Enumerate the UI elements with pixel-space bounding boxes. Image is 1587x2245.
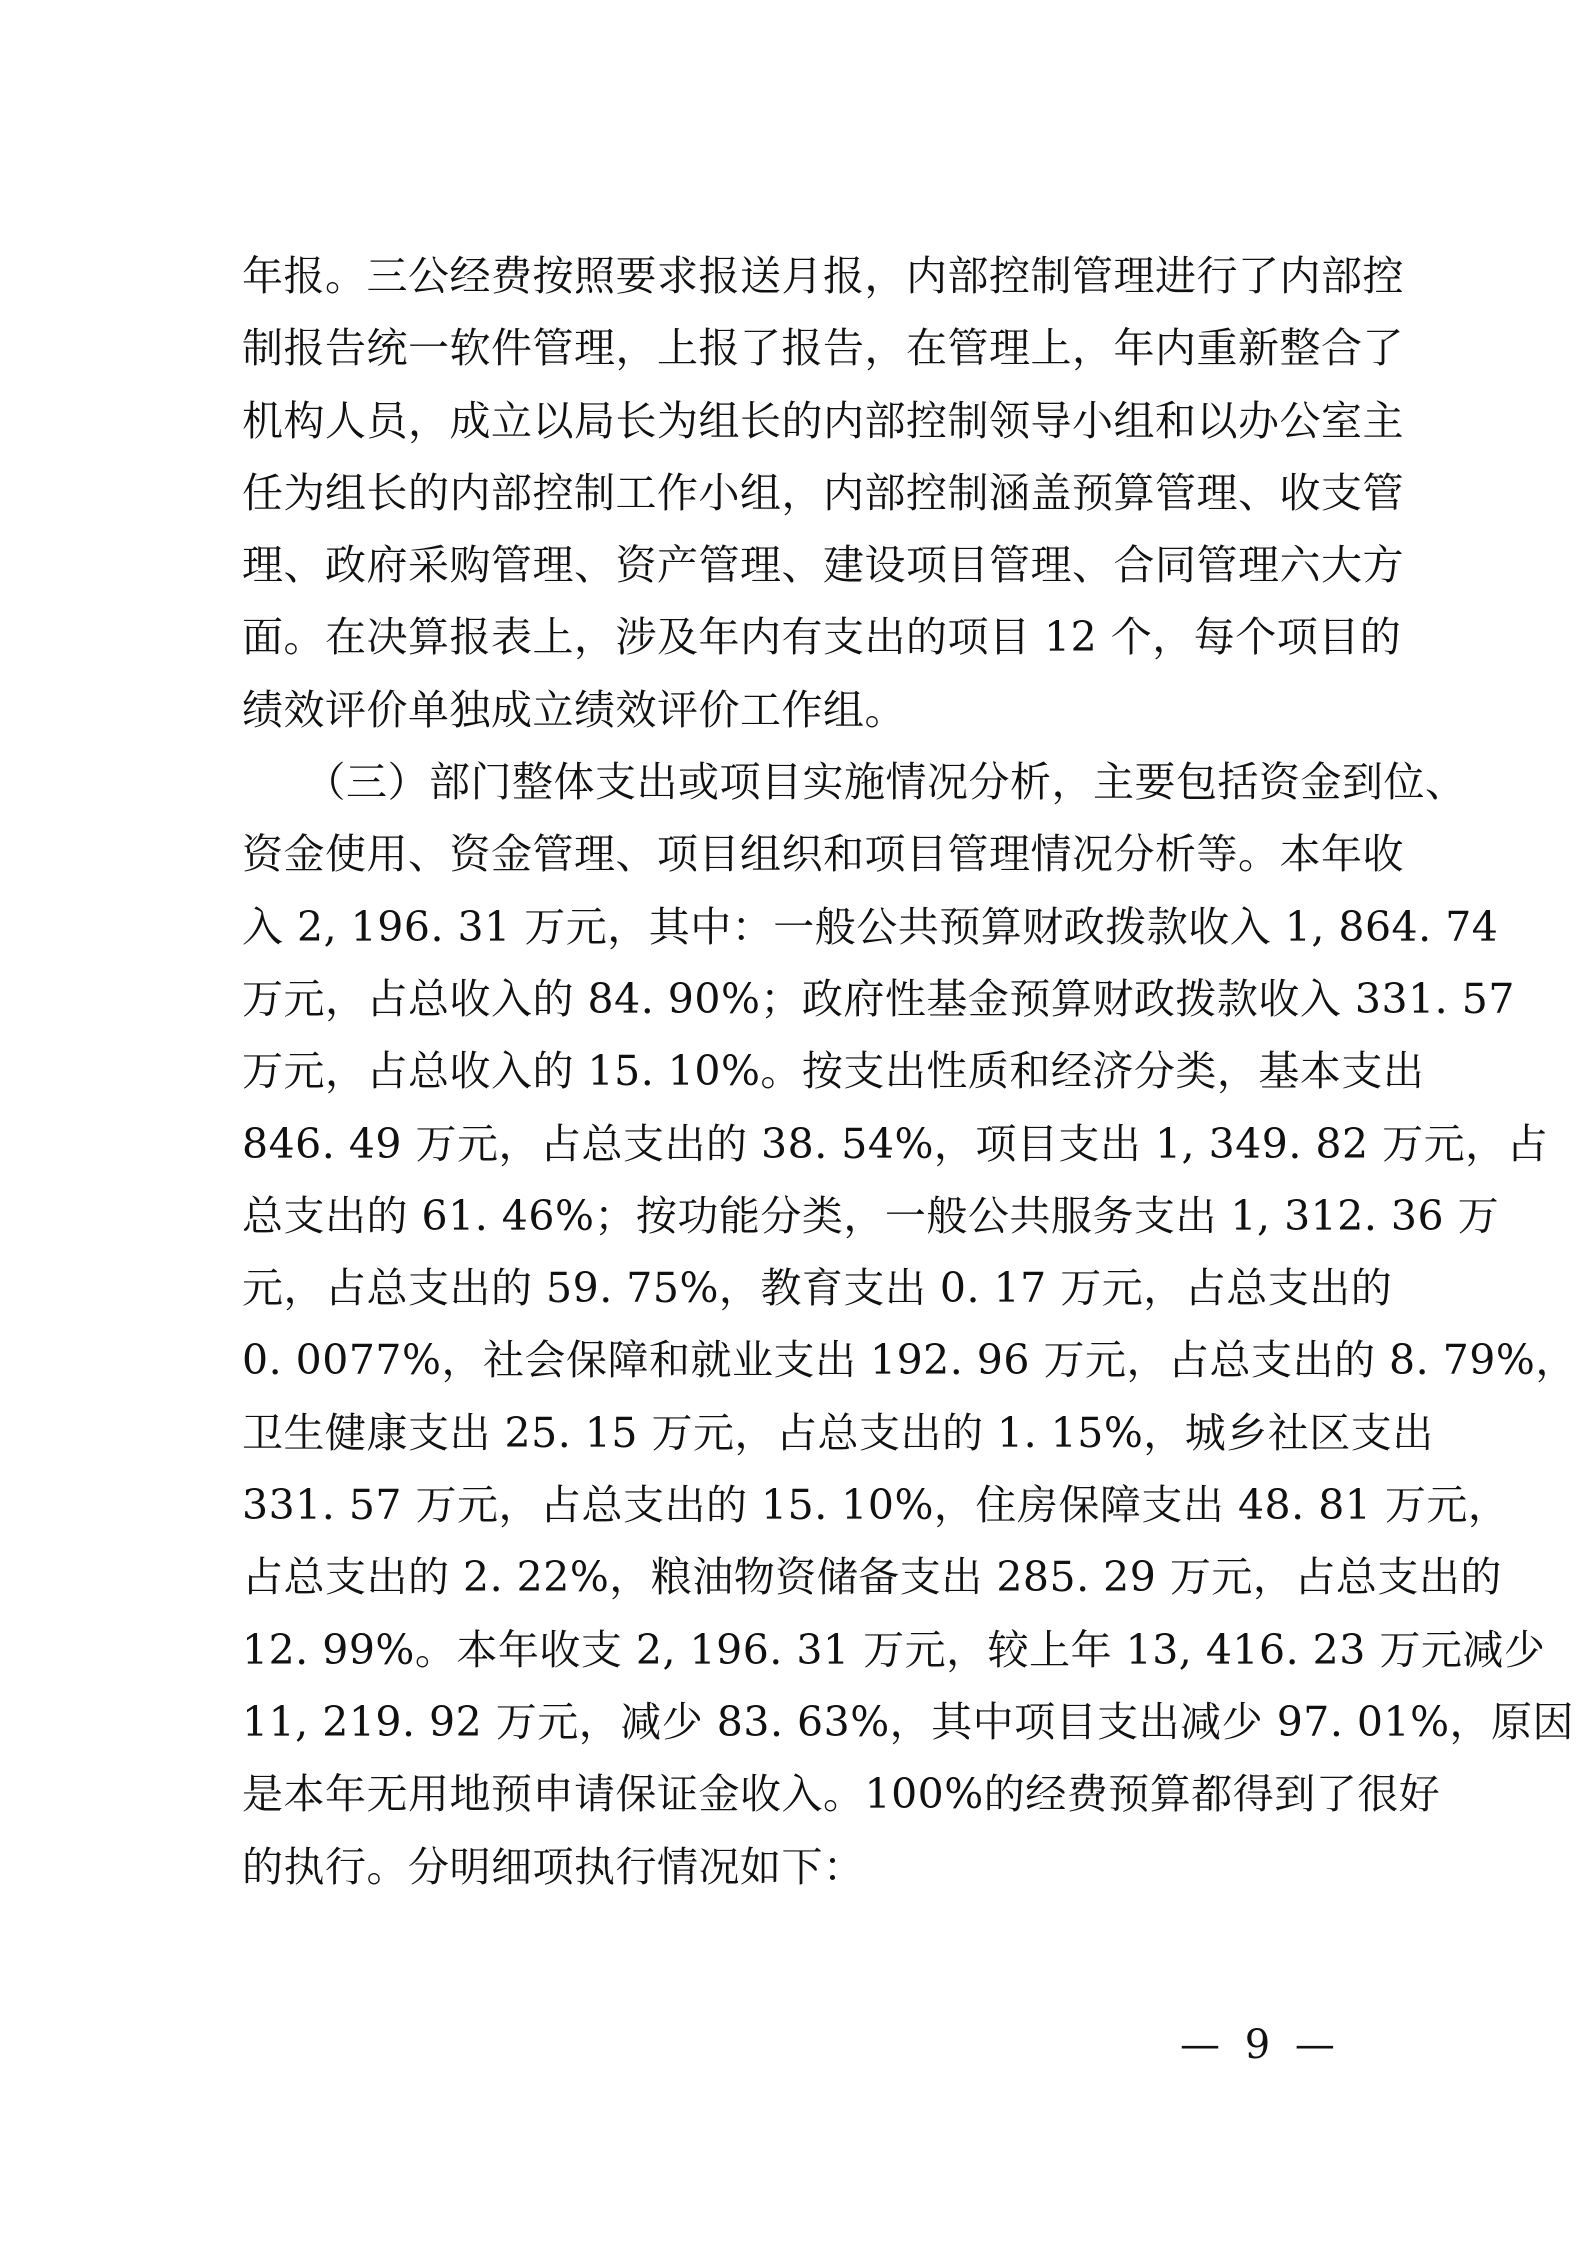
text-line-17: 卫生健康支出 25. 15 万元，占总支出的 1. 15%，城乡社区支出: [242, 1408, 1434, 1457]
page-number: — 9 —: [1180, 2022, 1341, 2068]
text-line-9: 资金使用、资金管理、项目组织和项目管理情况分析等。本年收: [242, 830, 1404, 879]
text-line-14: 总支出的 61. 46%；按功能分类，一般公共服务支出 1, 312. 36 万: [242, 1191, 1500, 1240]
text-line-16: 0. 0077%，社会保障和就业支出 192. 96 万元，占总支出的 8. 79%，: [242, 1336, 1577, 1385]
text-line-23: 的执行。分明细项执行情况如下：: [242, 1842, 865, 1891]
text-line-6: 面。在决算报表上，涉及年内有支出的项目 12 个，每个项目的: [242, 613, 1402, 662]
text-line-21: 11, 219. 92 万元，减少 83. 63%，其中项目支出减少 97. 01%，原因: [242, 1697, 1575, 1746]
text-line-5: 理、政府采购管理、资产管理、建设项目管理、合同管理六大方: [242, 541, 1404, 590]
text-line-4: 任为组长的内部控制工作小组，内部控制涵盖预算管理、收支管: [242, 468, 1404, 517]
text-line-1: 年报。三公经费按照要求报送月报，内部控制管理进行了内部控: [242, 252, 1404, 300]
text-line-3: 机构人员，成立以局长为组长的内部控制领导小组和以办公室主: [242, 396, 1404, 445]
body-text: [242, 240, 1577, 1903]
text-line-10: 入 2, 196. 31 万元，其中：一般公共预算财政拨款收入 1, 864. 74: [242, 902, 1499, 951]
text-line-8: （三）部门整体支出或项目实施情况分析，主要包括资金到位、: [242, 758, 1467, 807]
text-line-12: 万元，占总收入的 15. 10%。按支出性质和经济分类，基本支出: [242, 1047, 1425, 1096]
text-line-2: 制报告统一软件管理，上报了报告，在管理上，年内重新整合了: [242, 324, 1404, 373]
text-line-20: 12. 99%。本年收支 2, 196. 31 万元，较上年 13, 416. 23 万元减少: [242, 1625, 1546, 1674]
text-line-13: 846. 49 万元，占总支出的 38. 54%，项目支出 1, 349. 82 万元，占: [242, 1119, 1549, 1168]
text-line-18: 331. 57 万元，占总支出的 15. 10%，住房保障支出 48. 81 万元，: [242, 1481, 1510, 1530]
text-line-19: 占总支出的 2. 22%，粮油物资储备支出 285. 29 万元，占总支出的: [242, 1553, 1502, 1602]
text-line-7: 绩效评价单独成立绩效评价工作组。: [242, 685, 906, 734]
text-line-22: 是本年无用地预申请保证金收入。100%的经费预算都得到了很好: [242, 1770, 1441, 1819]
text-line-11: 万元，占总收入的 84. 90%；政府性基金预算财政拨款收入 331. 57: [242, 974, 1515, 1023]
text-line-15: 元，占总支出的 59. 75%，教育支出 0. 17 万元，占总支出的: [242, 1264, 1393, 1313]
